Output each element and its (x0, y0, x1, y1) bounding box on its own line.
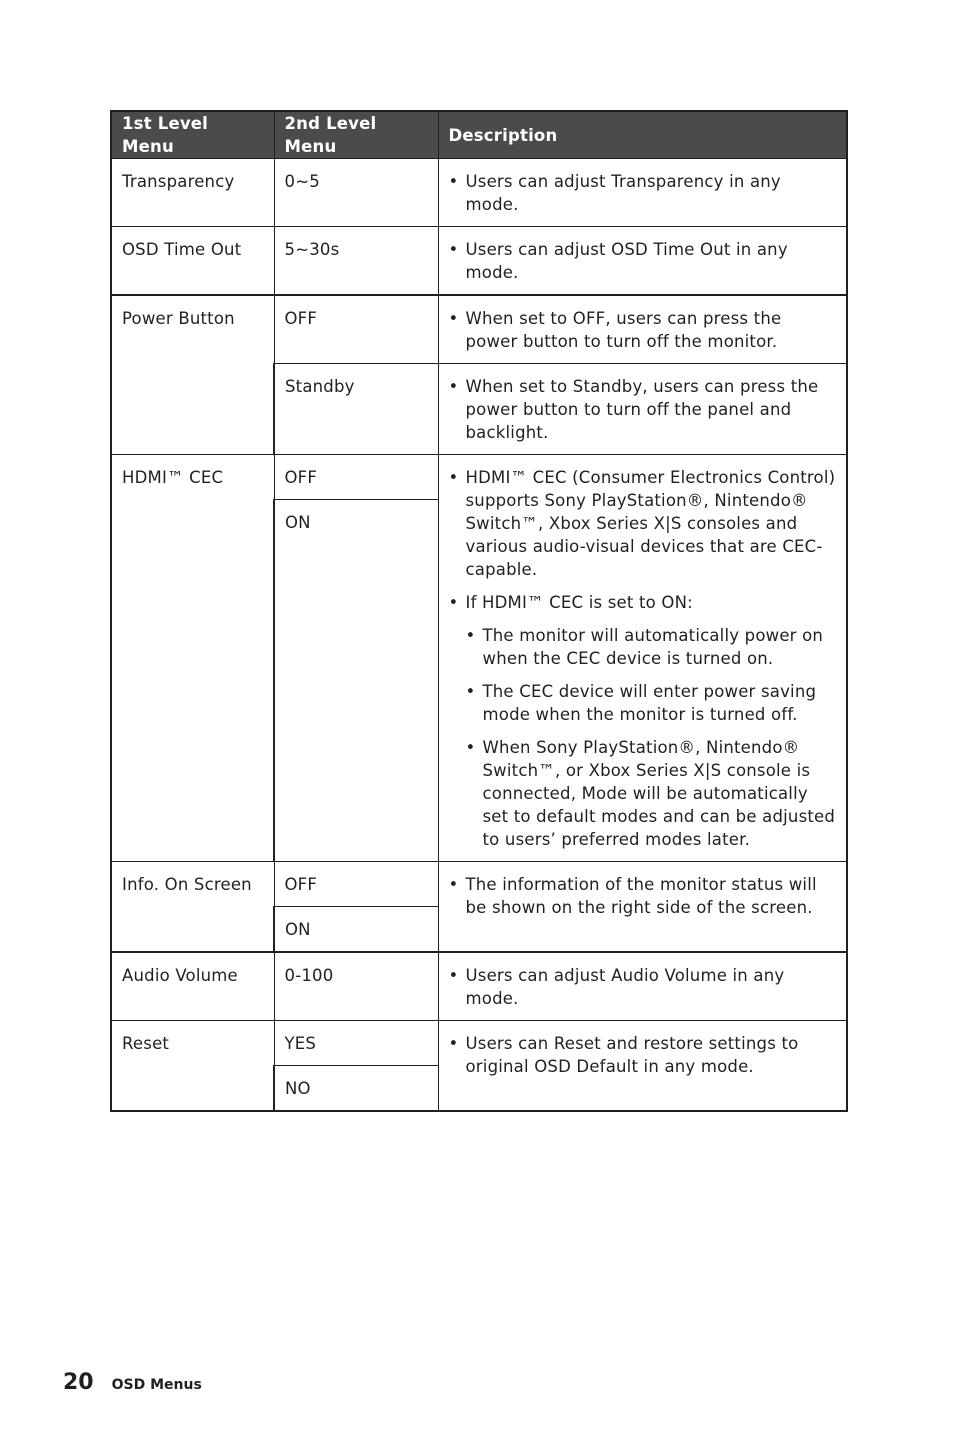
sub-list-item: • When Sony PlayStation®, Nintendo® Switch™, or Xbox Series X|S console is connected, Mode will be automatically set to default modes and can be adjusted to users’ preferred modes later. (466, 736, 837, 851)
header-2nd-level-menu: 2nd Level Menu (274, 111, 438, 159)
list-item: • Users can Reset and restore settings to original OSD Default in any mode. (449, 1032, 837, 1078)
description-power-off (438, 295, 847, 364)
sub-list-item: • The CEC device will enter power saving mode when the monitor is turned off. (466, 680, 837, 726)
option-transparency: 0~5 (274, 159, 438, 227)
table-header-row (111, 111, 847, 159)
header-description: Description (438, 111, 847, 159)
option-power-off: OFF (274, 295, 438, 364)
option-info-on: ON (274, 907, 438, 953)
list-item: • Users can adjust Audio Volume in any mode. (449, 964, 837, 1010)
list-item: • When set to Standby, users can press the power button to turn off the panel and backlight. (449, 375, 837, 444)
option-audio-volume: 0-100 (274, 952, 438, 1021)
option-osd-time-out: 5~30s (274, 227, 438, 296)
page-number: 20 (63, 1370, 94, 1395)
description-transparency (438, 159, 847, 227)
option-reset-no: NO (274, 1066, 438, 1112)
table-row (111, 159, 847, 227)
description-info-on-screen (438, 862, 847, 953)
table-row (111, 862, 847, 907)
list-item: • The information of the monitor status will be shown on the right side of the screen. (449, 873, 837, 919)
list-item: • Users can adjust OSD Time Out in any mode. (449, 238, 837, 284)
menu-audio-volume: Audio Volume (111, 952, 274, 1021)
description-reset (438, 1021, 847, 1112)
description-audio-volume (438, 952, 847, 1021)
option-power-standby: Standby (274, 364, 438, 455)
description-osd-time-out (438, 227, 847, 296)
option-info-off: OFF (274, 862, 438, 907)
header-1st-level-menu: 1st Level Menu (111, 111, 274, 159)
option-reset-yes: YES (274, 1021, 438, 1066)
table-row (111, 952, 847, 1021)
table-row (111, 1021, 847, 1066)
table-row (111, 295, 847, 364)
option-hdmi-cec-off: OFF (274, 455, 438, 500)
menu-power-button: Power Button (111, 295, 274, 455)
list-item: • When set to OFF, users can press the power button to turn off the monitor. (449, 307, 837, 353)
page-footer (63, 1370, 202, 1395)
list-item: • Users can adjust Transparency in any mode. (449, 170, 837, 216)
description-hdmi-cec (438, 455, 847, 862)
menu-osd-time-out: OSD Time Out (111, 227, 274, 296)
menu-reset: Reset (111, 1021, 274, 1112)
menu-hdmi-cec: HDMI™ CEC (111, 455, 274, 862)
hdmi-cec-on-intro: If HDMI™ CEC is set to ON: (465, 593, 693, 612)
osd-menu-table (110, 110, 848, 1112)
option-hdmi-cec-on: ON (274, 500, 438, 862)
menu-info-on-screen: Info. On Screen (111, 862, 274, 953)
table-row (111, 227, 847, 296)
menu-transparency: Transparency (111, 159, 274, 227)
sub-list-item: • The monitor will automatically power on when the CEC device is turned on. (466, 624, 837, 670)
list-item: • HDMI™ CEC (Consumer Electronics Control) supports Sony PlayStation®, Nintendo® Switch™, Xbox Series X|S consoles and various audio-visual devices that are CEC-capable. (449, 466, 837, 581)
section-name: OSD Menus (111, 1377, 202, 1393)
list-item (449, 591, 837, 851)
table-row (111, 455, 847, 500)
description-power-standby (438, 364, 847, 455)
